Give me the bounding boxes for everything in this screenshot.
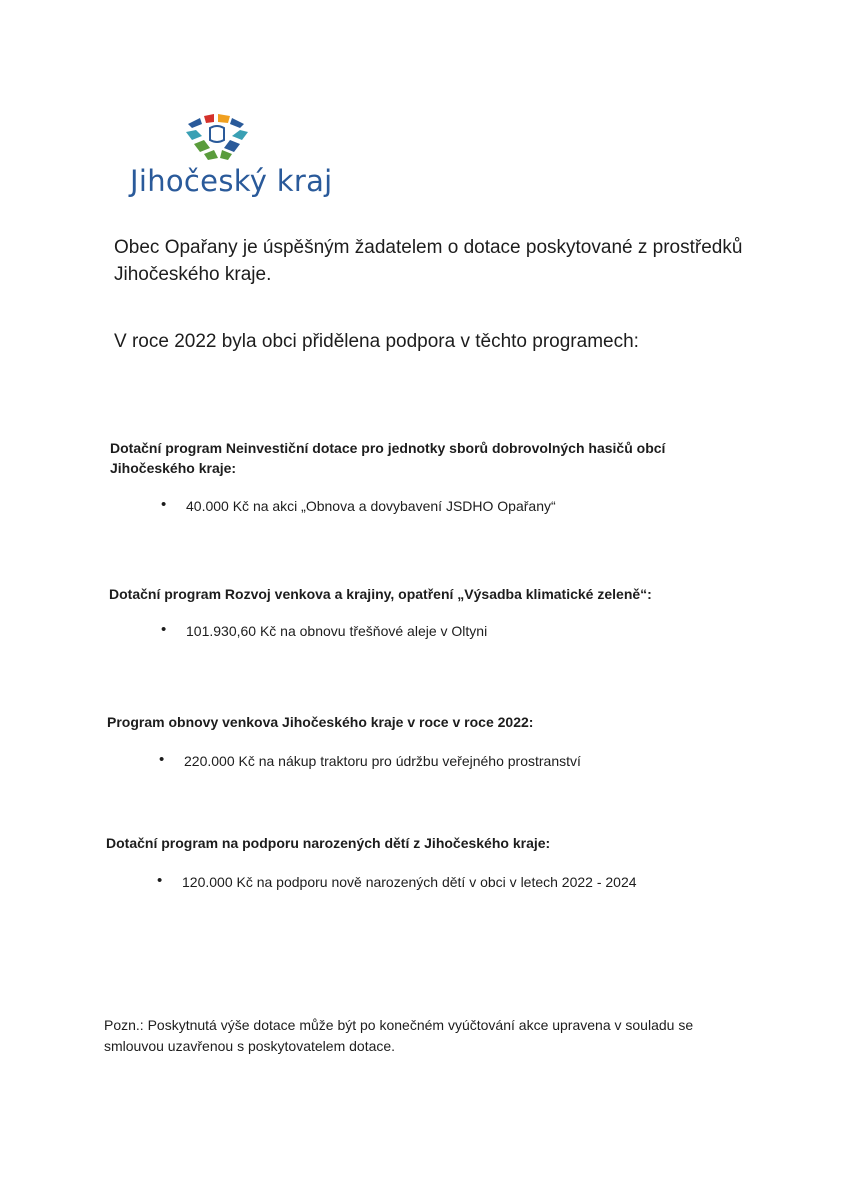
program-title: Dotační program Rozvoj venkova a krajiny, opatření „Výsadba klimatické zeleně“: bbox=[109, 586, 652, 602]
logo-wordmark: Jihočeský kraj bbox=[130, 164, 333, 198]
bullet-icon: • bbox=[157, 872, 163, 889]
bullet-icon: • bbox=[161, 621, 167, 638]
program-title: Program obnovy venkova Jihočeského kraje v roce v roce 2022: bbox=[107, 714, 534, 730]
grant-item bbox=[159, 751, 581, 771]
footnote: Pozn.: Poskytnutá výše dotace může být po konečném vyúčtování akce upravena v souladu se smlouvou uzavřenou s poskytovatelem dotace. bbox=[104, 1017, 694, 1054]
grant-item-text: 101.930,60 Kč na obnovu třešňové aleje v Oltyni bbox=[186, 623, 488, 639]
program-title: Dotační program na podporu narozených dětí z Jihočeského kraje: bbox=[106, 835, 551, 851]
programs-heading: V roce 2022 byla obci přidělena podpora v těchto programech: bbox=[114, 331, 639, 352]
bullet-icon: • bbox=[159, 751, 165, 768]
program-title: Dotační program Neinvestiční dotace pro jednotky sborů dobrovolných hasičů obcí Jihočeského kraje: bbox=[110, 440, 666, 476]
grant-item-text: 120.000 Kč na podporu nově narozených dětí v obci v letech 2022 - 2024 bbox=[182, 874, 637, 890]
grant-item-text: 40.000 Kč na akci „Obnova a dovybavení JSDHO Opařany“ bbox=[186, 498, 556, 514]
jihocesky-kraj-logo-icon bbox=[184, 114, 250, 164]
grant-item-text: 220.000 Kč na nákup traktoru pro údržbu veřejného prostranství bbox=[184, 753, 581, 769]
grant-item bbox=[161, 496, 556, 516]
bullet-icon: • bbox=[161, 496, 167, 513]
intro-paragraph: Obec Opařany je úspěšným žadatelem o dotace poskytované z prostředků Jihočeského kraje. bbox=[114, 237, 743, 285]
grant-item bbox=[161, 621, 488, 641]
grant-item bbox=[157, 872, 637, 892]
